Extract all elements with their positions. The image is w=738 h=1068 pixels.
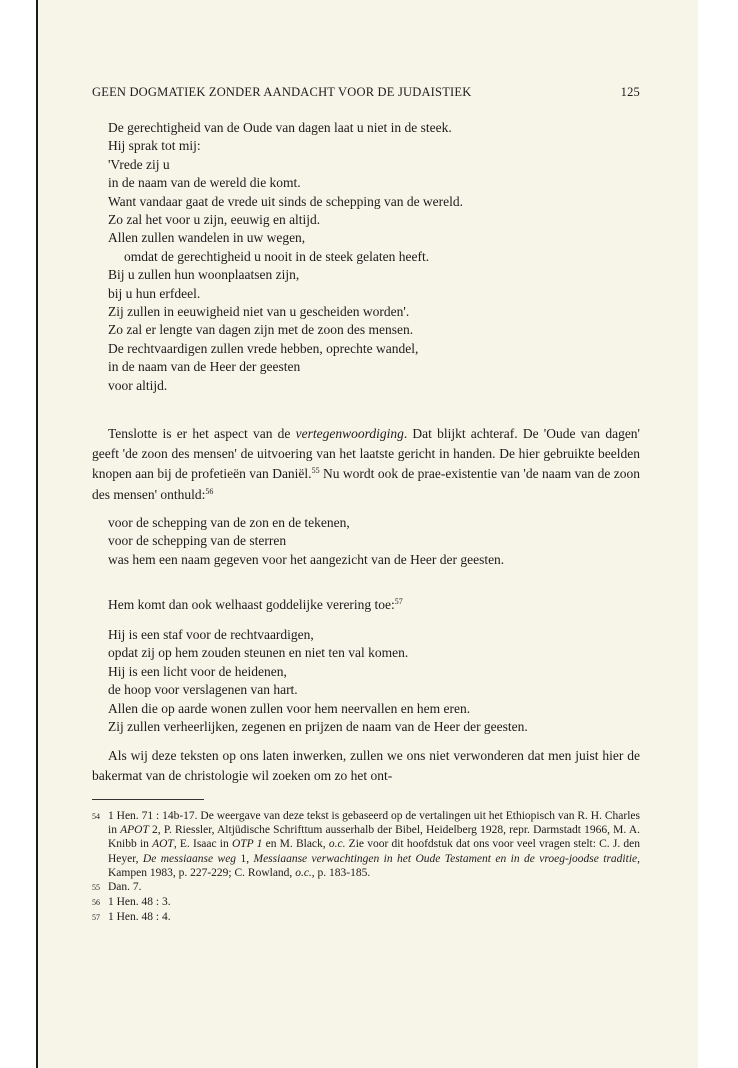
footnote-divider — [92, 799, 204, 800]
poem-line: was hem een naam gegeven voor het aangezicht van de Heer der geesten. — [108, 551, 505, 567]
poem-line: Zij zullen verheerlijken, zegenen en prijzen de naam van de Heer der geesten. — [108, 719, 528, 735]
poem-line: De gerechtigheid van de Oude van dagen laat u niet in de steek. — [108, 120, 452, 135]
footnote-ref-55[interactable]: 55 — [311, 466, 320, 476]
poem-line: voor de schepping van de sterren — [108, 533, 287, 549]
book-page — [36, 0, 700, 1068]
poem-line: Want vandaar gaat de vrede uit sinds de schepping van de wereld. — [108, 193, 464, 209]
poem-line: in de naam van de wereld die komt. — [108, 175, 301, 191]
footnote-text: 1 Hen. 48 : 4. — [108, 911, 171, 924]
footnote-56 — [92, 895, 640, 910]
poem-quotation-3 — [108, 626, 528, 736]
poem-line: De rechtvaardigen zullen vrede hebben, oprechte wandel, — [108, 340, 419, 356]
poem-line: Hij is een staf voor de rechtvaardigen, — [108, 627, 314, 642]
poem-line: Zij zullen in eeuwigheid niet van u gescheiden worden'. — [108, 304, 410, 320]
footnote-54 — [92, 809, 640, 880]
poem-line: bij u hun erfdeel. — [108, 285, 201, 301]
footnote-ref-57[interactable]: 57 — [394, 597, 403, 606]
poem-line: Hij is een licht voor de heidenen, — [108, 663, 287, 679]
poem-line: Zo zal er lengte van dagen zijn met de zoon des mensen. — [108, 322, 414, 338]
poem-line: 'Vrede zij u — [108, 156, 170, 172]
emphasis: vertegenwoordiging — [295, 426, 404, 441]
poem-line: opdat zij op hem zouden steunen en niet ten val komen. — [108, 645, 409, 661]
footnote-number: 57 — [92, 913, 100, 923]
footnote-number: 55 — [92, 883, 100, 893]
paragraph-christologie: Als wij deze teksten op ons laten inwerken, zullen we ons niet verwonderen dat men juist hier de bakermat van de christologie wil zoeken om zo het ont- — [92, 748, 640, 784]
poem-line: voor de schepping van de zon en de tekenen, — [108, 515, 350, 530]
footnote-55 — [92, 880, 640, 895]
poem-quotation-1 — [108, 119, 463, 395]
running-header — [92, 85, 640, 100]
footnote-text: 1 Hen. 48 : 3. — [108, 896, 171, 909]
footnote-ref-56[interactable]: 56 — [205, 486, 214, 496]
poem-line: Hij sprak tot mij: — [108, 138, 201, 154]
page-number: 125 — [620, 85, 640, 99]
poem-line: Allen zullen wandelen in uw wegen, — [108, 230, 306, 246]
poem-line: in de naam van de Heer der geesten — [108, 359, 301, 375]
footnote-57 — [92, 910, 640, 925]
scan-margin-right — [698, 0, 738, 1068]
footnote-number: 56 — [92, 898, 100, 908]
poem-line: voor altijd. — [108, 377, 168, 393]
footnotes — [92, 809, 640, 926]
poem-line: Allen die op aarde wonen zullen voor hem neervallen en hem eren. — [108, 700, 471, 716]
paragraph-vertegenwoordiging: Tenslotte is er het aspect van de vertegenwoordiging. Dat blijkt achteraf. De 'Oude van dagen' geeft 'de zoon des mensen' de uitvoering van het laatste gericht in handen. De hier gebruikte beelden knopen aan bij de profetieën van Daniël.$^{55}$ Nu wordt ook de prae-existentie van 'de naam van de zoon des mensen' onthuld:$^{56}$ — [92, 426, 640, 502]
running-title: GEEN DOGMATIEK ZONDER AANDACHT VOOR DE JUDAISTIEK — [92, 85, 472, 99]
scan-margin-left — [0, 0, 36, 1068]
poem-line: omdat de gerechtigheid u nooit in de steek gelaten heeft. — [124, 248, 430, 264]
poem-line: de hoop voor verslagenen van hart. — [108, 682, 298, 698]
poem-line: Bij u zullen hun woonplaatsen zijn, — [108, 267, 300, 283]
footnote-text: Dan. 7. — [108, 881, 142, 894]
poem-line: Zo zal het voor u zijn, eeuwig en altijd. — [108, 212, 321, 228]
footnote-text: 1 Hen. 71 : 14b-17. De weergave van deze tekst is gebaseerd op de vertalingen uit het Ethiopisch van R. H. Charles in APOT 2, P. Riessler, Altjüdische Schrifttum ausserhalb der Bibel, Heidelberg 1928, repr. Darmstadt 1966, M. A. Knibb in AOT, E. Isaac in OTP 1 en M. Black, o.c. Zie voor dit hoofdstuk dat ons voor veel vragen stelt: C. J. den Heyer, De messiaanse weg 1, Messiaanse verwachtingen in het Oude Testament en in de vroeg-joodse traditie, Kampen 1983, p. 227-229; C. Rowland, o.c., p. 183-185. — [108, 810, 640, 879]
footnote-number: 54 — [92, 812, 100, 821]
paragraph-verering: Hem komt dan ook welhaast goddelijke verering toe:$^{57}$ — [108, 597, 403, 612]
poem-quotation-2 — [108, 514, 504, 569]
